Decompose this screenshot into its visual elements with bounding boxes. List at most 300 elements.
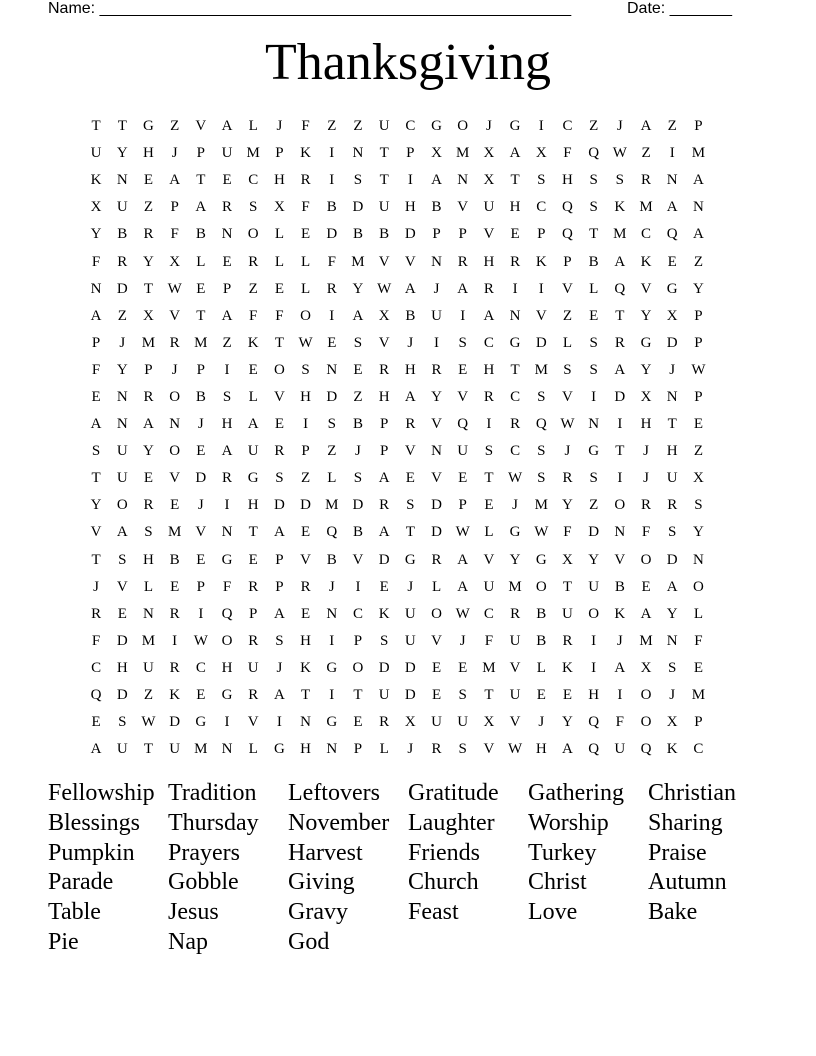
grid-letter: R (562, 632, 573, 649)
grid-letter: L (693, 605, 703, 622)
grid-letter: F (249, 307, 258, 324)
grid-letter: S (589, 470, 598, 487)
grid-letter: C (248, 172, 259, 189)
grid-letter: G (535, 551, 547, 568)
grid-letter: R (143, 226, 154, 243)
grid-letter: E (170, 578, 180, 595)
grid-letter: U (378, 687, 390, 704)
grid-letter: H (143, 145, 154, 162)
grid-letter: K (90, 172, 102, 189)
grid-letter: M (482, 659, 496, 676)
word-list-item: Gratitude (408, 780, 499, 806)
grid-letter: J (171, 145, 178, 162)
grid-letter: H (273, 172, 285, 189)
grid-letter: F (327, 253, 336, 270)
grid-letter: T (196, 307, 206, 324)
grid-letter: W (560, 416, 575, 433)
grid-letter: U (404, 632, 416, 649)
grid-letter: E (431, 687, 442, 704)
word-list-item: Christ (528, 869, 587, 896)
grid-letter: R (248, 253, 259, 270)
grid-letter: J (669, 361, 676, 378)
grid-letter: Z (589, 497, 599, 514)
grid-letter: X (378, 307, 390, 324)
grid-letter: M (325, 497, 339, 514)
word-list-item: Leftovers (288, 780, 380, 806)
grid-letter: C (483, 605, 494, 622)
grid-letter: V (614, 551, 626, 568)
grid-letter: E (196, 280, 206, 297)
grid-letter: U (588, 578, 600, 595)
grid-letter: C (693, 741, 704, 758)
grid-letter: J (407, 334, 414, 351)
grid-letter: D (666, 334, 678, 351)
grid-letter: R (405, 416, 416, 433)
grid-letter: B (326, 551, 337, 568)
grid-letter: I (538, 280, 544, 297)
grid-letter: K (562, 659, 573, 676)
grid-letter: G (666, 280, 678, 297)
grid-letter: D (535, 334, 547, 351)
word-list-item: God (288, 928, 330, 955)
grid-letter: O (588, 605, 600, 622)
grid-letter: L (274, 253, 284, 270)
grid-letter: G (326, 714, 338, 731)
grid-letter: P (170, 199, 179, 216)
word-list-item: Autumn (648, 869, 727, 896)
grid-letter: J (119, 334, 126, 351)
grid-letter: W (298, 334, 313, 351)
grid-letter: G (221, 687, 233, 704)
grid-letter: V (535, 307, 547, 324)
grid-letter: F (91, 253, 101, 270)
grid-letter: L (301, 280, 311, 297)
grid-letter: B (536, 605, 547, 622)
grid-letter: P (91, 334, 101, 351)
grid-letter: U (483, 199, 495, 216)
grid-letter: X (692, 470, 704, 487)
grid-letter: R (248, 632, 259, 649)
grid-letter: E (379, 578, 389, 595)
grid-letter: H (509, 199, 521, 216)
grid-letter: T (143, 741, 154, 758)
grid-letter: G (431, 118, 442, 135)
grid-letter: E (196, 551, 206, 568)
grid-letter: V (247, 714, 259, 731)
grid-letter: J (407, 578, 414, 595)
grid-letter: V (378, 253, 390, 270)
grid-letter: E (196, 687, 206, 704)
grid-letter: D (431, 497, 442, 514)
grid-letter: E (274, 280, 284, 297)
grid-letter: S (353, 172, 363, 189)
grid-letter: Q (588, 741, 600, 758)
grid-letter: M (639, 199, 653, 216)
grid-letter: E (143, 172, 154, 189)
grid-letter: R (143, 497, 154, 514)
grid-letter: C (195, 659, 206, 676)
grid-letter: G (221, 551, 233, 568)
grid-letter: X (640, 388, 652, 405)
grid-letter: N (221, 524, 233, 541)
grid-letter: J (276, 659, 283, 676)
grid-letter: B (352, 226, 363, 243)
grid-letter: G (247, 470, 259, 487)
grid-letter: A (666, 578, 678, 595)
grid-letter: P (537, 226, 546, 243)
grid-letter: O (221, 632, 233, 649)
grid-letter: E (274, 416, 284, 433)
grid-letter: Z (589, 118, 599, 135)
grid-letter: N (221, 741, 233, 758)
grid-letter: V (404, 253, 416, 270)
grid-letter: T (484, 687, 494, 704)
grid-letter: A (90, 416, 102, 433)
grid-letter: T (353, 687, 363, 704)
grid-letter: R (510, 605, 521, 622)
grid-letter: A (404, 388, 416, 405)
grid-letter: P (432, 226, 441, 243)
grid-letter: I (617, 687, 623, 704)
grid-letter: E (353, 361, 363, 378)
grid-letter: S (537, 388, 546, 405)
word-list-item: Worship (528, 809, 609, 836)
word-list-item: Turkey (528, 839, 597, 866)
grid-letter: T (379, 145, 389, 162)
grid-letter: G (195, 714, 207, 731)
grid-letter: P (694, 307, 703, 324)
grid-letter: Q (90, 687, 102, 704)
grid-letter: P (379, 416, 389, 433)
name-field-label: Name: _____________________________________________________ (48, 0, 572, 17)
grid-letter: R (457, 253, 468, 270)
grid-letter: K (247, 334, 259, 351)
grid-letter: B (536, 632, 547, 649)
grid-letter: E (484, 497, 494, 514)
grid-letter: Y (143, 443, 154, 460)
grid-letter: V (431, 470, 442, 487)
grid-letter: T (562, 578, 573, 595)
grid-letter: Q (614, 280, 626, 297)
grid-letter: I (617, 470, 623, 487)
grid-letter: H (300, 741, 312, 758)
grid-letter: A (640, 118, 652, 135)
grid-letter: A (273, 605, 285, 622)
grid-letter: S (118, 714, 127, 731)
grid-letter: G (509, 118, 521, 135)
grid-letter: H (116, 659, 128, 676)
grid-letter: J (171, 361, 178, 378)
grid-letter: A (90, 741, 102, 758)
grid-letter: R (667, 497, 678, 514)
grid-letter: N (509, 307, 521, 324)
grid-letter: S (668, 524, 677, 541)
grid-letter: A (273, 524, 285, 541)
grid-letter: S (406, 497, 415, 514)
grid-letter: Y (640, 307, 652, 324)
grid-letter: Y (90, 226, 102, 243)
grid-letter: P (196, 578, 206, 595)
grid-letter: T (248, 524, 258, 541)
word-list-item: Prayers (168, 839, 240, 866)
grid-letter: K (614, 199, 626, 216)
grid-letter: O (273, 361, 285, 378)
grid-letter: E (170, 497, 180, 514)
grid-letter: I (617, 416, 623, 433)
grid-letter: D (352, 497, 364, 514)
grid-letter: T (667, 416, 677, 433)
grid-letter: J (459, 632, 466, 649)
grid-letter: V (169, 307, 181, 324)
grid-letter: A (143, 416, 154, 433)
grid-letter: D (404, 687, 416, 704)
grid-letter: I (538, 118, 544, 135)
grid-letter: M (691, 687, 706, 704)
grid-letter: Y (143, 253, 154, 270)
grid-letter: E (301, 226, 311, 243)
word-list-item: Jesus (168, 899, 219, 926)
grid-letter: Z (301, 470, 311, 487)
grid-letter: I (329, 307, 335, 324)
grid-letter: J (276, 118, 283, 135)
grid-letter: R (510, 416, 521, 433)
grid-letter: T (510, 172, 520, 189)
grid-letter: R (379, 497, 390, 514)
grid-letter: W (377, 280, 392, 297)
grid-letter: R (379, 361, 390, 378)
grid-letter: X (483, 172, 495, 189)
grid-letter: X (483, 145, 495, 162)
grid-letter: V (457, 388, 469, 405)
grid-letter: W (691, 361, 706, 378)
grid-letter: I (303, 416, 309, 433)
grid-letter: B (352, 524, 363, 541)
grid-letter: O (247, 226, 259, 243)
grid-letter: L (379, 741, 389, 758)
grid-letter: D (116, 687, 128, 704)
grid-letter: B (195, 388, 206, 405)
grid-letter: F (91, 361, 101, 378)
grid-letter: S (589, 172, 598, 189)
grid-letter: V (404, 443, 416, 460)
grid-letter: L (536, 659, 546, 676)
grid-letter: F (170, 226, 179, 243)
grid-letter: T (510, 361, 520, 378)
grid-letter: L (327, 470, 337, 487)
grid-letter: D (326, 388, 338, 405)
grid-letter: B (326, 199, 337, 216)
grid-letter: S (118, 551, 127, 568)
grid-letter: Q (666, 226, 678, 243)
grid-letter: Y (588, 551, 600, 568)
grid-letter: A (116, 524, 128, 541)
grid-letter: V (195, 118, 207, 135)
grid-letter: R (300, 578, 311, 595)
grid-letter: R (169, 605, 180, 622)
grid-letter: U (483, 578, 495, 595)
grid-letter: I (224, 714, 230, 731)
grid-letter: U (378, 118, 390, 135)
grid-letter: X (273, 199, 285, 216)
word-list-item: Harvest (288, 839, 363, 866)
grid-letter: U (614, 741, 626, 758)
grid-letter: F (301, 199, 310, 216)
grid-letter: R (431, 551, 442, 568)
grid-letter: P (458, 226, 467, 243)
grid-letter: A (692, 226, 704, 243)
grid-letter: T (274, 334, 284, 351)
grid-letter: R (379, 714, 390, 731)
grid-letter: V (352, 551, 364, 568)
grid-letter: U (457, 443, 469, 460)
grid-letter: G (588, 443, 600, 460)
grid-letter: D (300, 497, 312, 514)
grid-letter: T (615, 307, 625, 324)
grid-letter: T (143, 280, 154, 297)
grid-letter: R (641, 172, 652, 189)
grid-letter: R (483, 280, 494, 297)
grid-letter: R (562, 470, 573, 487)
grid-letter: V (378, 334, 390, 351)
grid-letter: N (588, 416, 600, 433)
grid-letter: L (248, 388, 258, 405)
grid-letter: F (694, 632, 703, 649)
grid-letter: U (457, 714, 469, 731)
grid-letter: A (221, 443, 233, 460)
grid-letter: D (169, 714, 181, 731)
grid-letter: J (433, 280, 440, 297)
grid-letter: R (169, 659, 180, 676)
grid-letter: T (91, 470, 101, 487)
grid-letter: R (248, 687, 259, 704)
grid-letter: W (612, 145, 627, 162)
grid-letter: M (246, 145, 260, 162)
grid-letter: N (666, 632, 678, 649)
grid-letter: C (562, 118, 573, 135)
grid-letter: R (274, 443, 285, 460)
grid-letter: C (536, 199, 547, 216)
grid-letter: P (694, 388, 703, 405)
grid-letter: Z (693, 443, 703, 460)
grid-letter: P (249, 605, 258, 622)
grid-letter: Y (666, 605, 678, 622)
grid-letter: Y (640, 361, 652, 378)
grid-letter: H (404, 361, 416, 378)
grid-letter: B (195, 226, 206, 243)
word-list-item: November (288, 809, 390, 836)
grid-letter: M (639, 632, 653, 649)
grid-letter: F (301, 118, 310, 135)
grid-letter: M (534, 497, 548, 514)
grid-letter: A (457, 280, 469, 297)
grid-letter: F (222, 578, 232, 595)
grid-letter: I (329, 632, 335, 649)
grid-letter: Y (509, 551, 521, 568)
grid-letter: J (538, 714, 545, 731)
grid-letter: K (300, 145, 312, 162)
word-list-item: Fellowship (48, 780, 155, 806)
grid-letter: P (144, 361, 153, 378)
grid-letter: V (195, 524, 207, 541)
grid-letter: U (116, 443, 128, 460)
grid-letter: M (167, 524, 182, 541)
grid-letter: F (91, 632, 101, 649)
grid-letter: E (510, 226, 520, 243)
grid-letter: I (329, 687, 335, 704)
grid-letter: E (222, 172, 232, 189)
grid-letter: G (404, 551, 416, 568)
grid-letter: M (194, 741, 208, 758)
grid-letter: S (353, 470, 363, 487)
grid-letter: Z (222, 334, 232, 351)
grid-letter: V (169, 470, 181, 487)
grid-letter: S (379, 632, 389, 649)
word-list-item: Giving (288, 869, 355, 896)
grid-letter: T (91, 118, 101, 135)
grid-letter: N (143, 605, 154, 622)
grid-letter: Y (431, 388, 442, 405)
grid-letter: Z (143, 199, 154, 216)
grid-letter: H (404, 199, 416, 216)
grid-letter: X (666, 714, 678, 731)
grid-letter: P (694, 334, 703, 351)
grid-letter: E (248, 361, 258, 378)
grid-letter: H (300, 632, 312, 649)
grid-letter: V (300, 551, 312, 568)
grid-letter: H (666, 443, 678, 460)
grid-letter: N (116, 388, 128, 405)
grid-letter: X (562, 551, 573, 568)
grid-letter: G (326, 659, 338, 676)
grid-letter: Y (116, 145, 128, 162)
word-list-item: Tradition (168, 780, 257, 806)
grid-letter: X (90, 199, 102, 216)
grid-letter: I (329, 145, 335, 162)
grid-letter: U (666, 470, 678, 487)
grid-letter: K (378, 605, 390, 622)
grid-letter: T (301, 687, 311, 704)
grid-letter: V (509, 714, 521, 731)
grid-letter: R (641, 497, 652, 514)
grid-letter: Y (352, 280, 364, 297)
grid-letter: A (352, 307, 364, 324)
grid-letter: M (613, 226, 627, 243)
word-list-item: Thursday (168, 809, 259, 836)
grid-letter: Q (588, 714, 600, 731)
grid-letter: N (431, 253, 442, 270)
grid-letter: V (562, 388, 573, 405)
grid-letter: U (116, 741, 128, 758)
grid-letter: L (431, 578, 442, 595)
grid-letter: E (536, 687, 546, 704)
grid-letter: O (640, 551, 652, 568)
grid-letter: T (615, 443, 625, 460)
grid-letter: A (614, 659, 626, 676)
grid-letter: E (641, 578, 651, 595)
grid-letter: M (141, 334, 156, 351)
grid-letter: N (692, 199, 704, 216)
grid-letter: P (458, 497, 467, 514)
grid-letter: S (589, 334, 598, 351)
grid-letter: M (508, 578, 522, 595)
grid-letter: H (483, 253, 495, 270)
grid-letter: A (614, 253, 626, 270)
grid-letter: S (327, 416, 336, 433)
grid-letter: N (116, 416, 128, 433)
grid-letter: E (91, 714, 101, 731)
grid-letter: D (352, 199, 364, 216)
grid-letter: J (328, 578, 335, 595)
